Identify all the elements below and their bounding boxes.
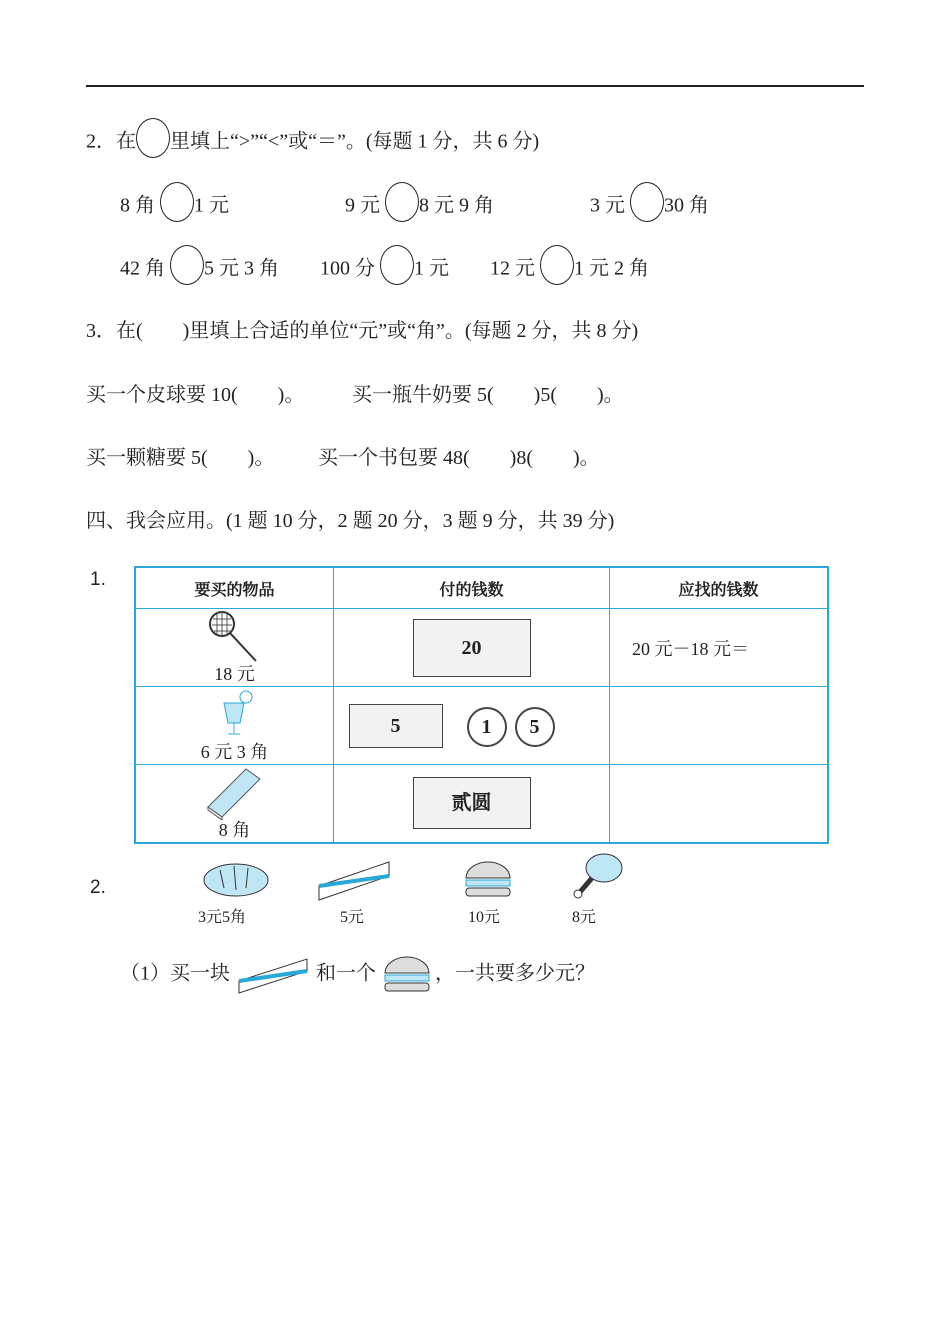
coin-1-yuan-icon: 1 <box>467 707 507 747</box>
badminton-racket-icon <box>204 609 264 667</box>
q3-line: 买一瓶牛奶要 5( )5( )。 <box>352 384 624 406</box>
answer-circle[interactable] <box>160 182 194 222</box>
item-cell <box>135 765 334 843</box>
paid-cell <box>334 609 610 687</box>
eraser-icon <box>204 765 264 820</box>
item-price: 6 元 3 角 <box>200 742 269 762</box>
q3-line: 买一个书包要 48( )8( )。 <box>318 447 600 469</box>
bread-icon <box>202 860 270 900</box>
sandwich-icon <box>315 858 395 902</box>
q2-item: 9 元 8 元 9 角 <box>345 192 494 222</box>
change-cell: 20 元－18 元＝ <box>610 609 829 687</box>
header-item: 要买的物品 <box>135 567 334 609</box>
problem2-number: 2. <box>90 877 106 898</box>
answer-circle <box>136 118 170 158</box>
change-table <box>134 566 829 844</box>
food-price: 8元 <box>572 909 597 926</box>
q3-title: 3．在( )里填上合适的单位“元”或“角”。(每题 2 分，共 8 分) <box>86 320 639 342</box>
q2-item: 42 角 5 元 3 角 <box>120 255 279 285</box>
header-change: 应找的钱数 <box>610 567 829 609</box>
paid-cell <box>334 765 610 843</box>
top-rule <box>86 85 864 87</box>
q2-title: 2．在 里填上“>”“<”或“＝”。(每题 1 分，共 6 分) <box>86 128 539 158</box>
paid-cell <box>334 687 610 765</box>
answer-circle[interactable] <box>170 245 204 285</box>
problem1-number: 1. <box>90 569 106 590</box>
item-price: 8 角 <box>218 819 251 840</box>
q3-line: 买一个皮球要 10( )。 <box>86 384 305 406</box>
food-price: 3元5角 <box>198 909 247 926</box>
q2-item: 3 元 30 角 <box>590 192 709 222</box>
juice-glass-icon <box>216 689 256 739</box>
section4-title: 四、我会应用。(1 题 10 分，2 题 20 分，3 题 9 分，共 39 分) <box>86 510 615 532</box>
item-price: 18 元 <box>214 664 255 684</box>
sandwich-icon <box>235 955 311 995</box>
answer-circle[interactable] <box>385 182 419 222</box>
q2-item: 12 元 1 元 2 角 <box>490 255 649 285</box>
banknote-20-icon: 20 <box>413 619 531 677</box>
header-paid: 付的钱数 <box>334 567 610 609</box>
p2-question-1: （1）买一块 和一个 ，一共要多少元？ <box>120 953 595 997</box>
item-cell <box>135 609 334 687</box>
food-price: 5元 <box>340 909 365 926</box>
coin-5-jiao-icon: 5 <box>515 707 555 747</box>
burger-icon <box>381 953 435 997</box>
q2-item: 8 角 1 元 <box>120 192 229 222</box>
food-price: 10元 <box>468 909 501 926</box>
burger-icon <box>462 858 514 900</box>
banknote-5-icon: 5 <box>349 704 443 748</box>
change-cell[interactable] <box>610 765 829 843</box>
banknote-2-icon: 贰圆 <box>413 777 531 829</box>
change-cell[interactable] <box>610 687 829 765</box>
q2-item: 100 分 1 元 <box>320 255 449 285</box>
item-cell <box>135 687 334 765</box>
answer-circle[interactable] <box>380 245 414 285</box>
answer-circle[interactable] <box>540 245 574 285</box>
q3-line: 买一颗糖要 5( )。 <box>86 447 275 469</box>
answer-circle[interactable] <box>630 182 664 222</box>
drumstick-icon <box>570 850 624 902</box>
